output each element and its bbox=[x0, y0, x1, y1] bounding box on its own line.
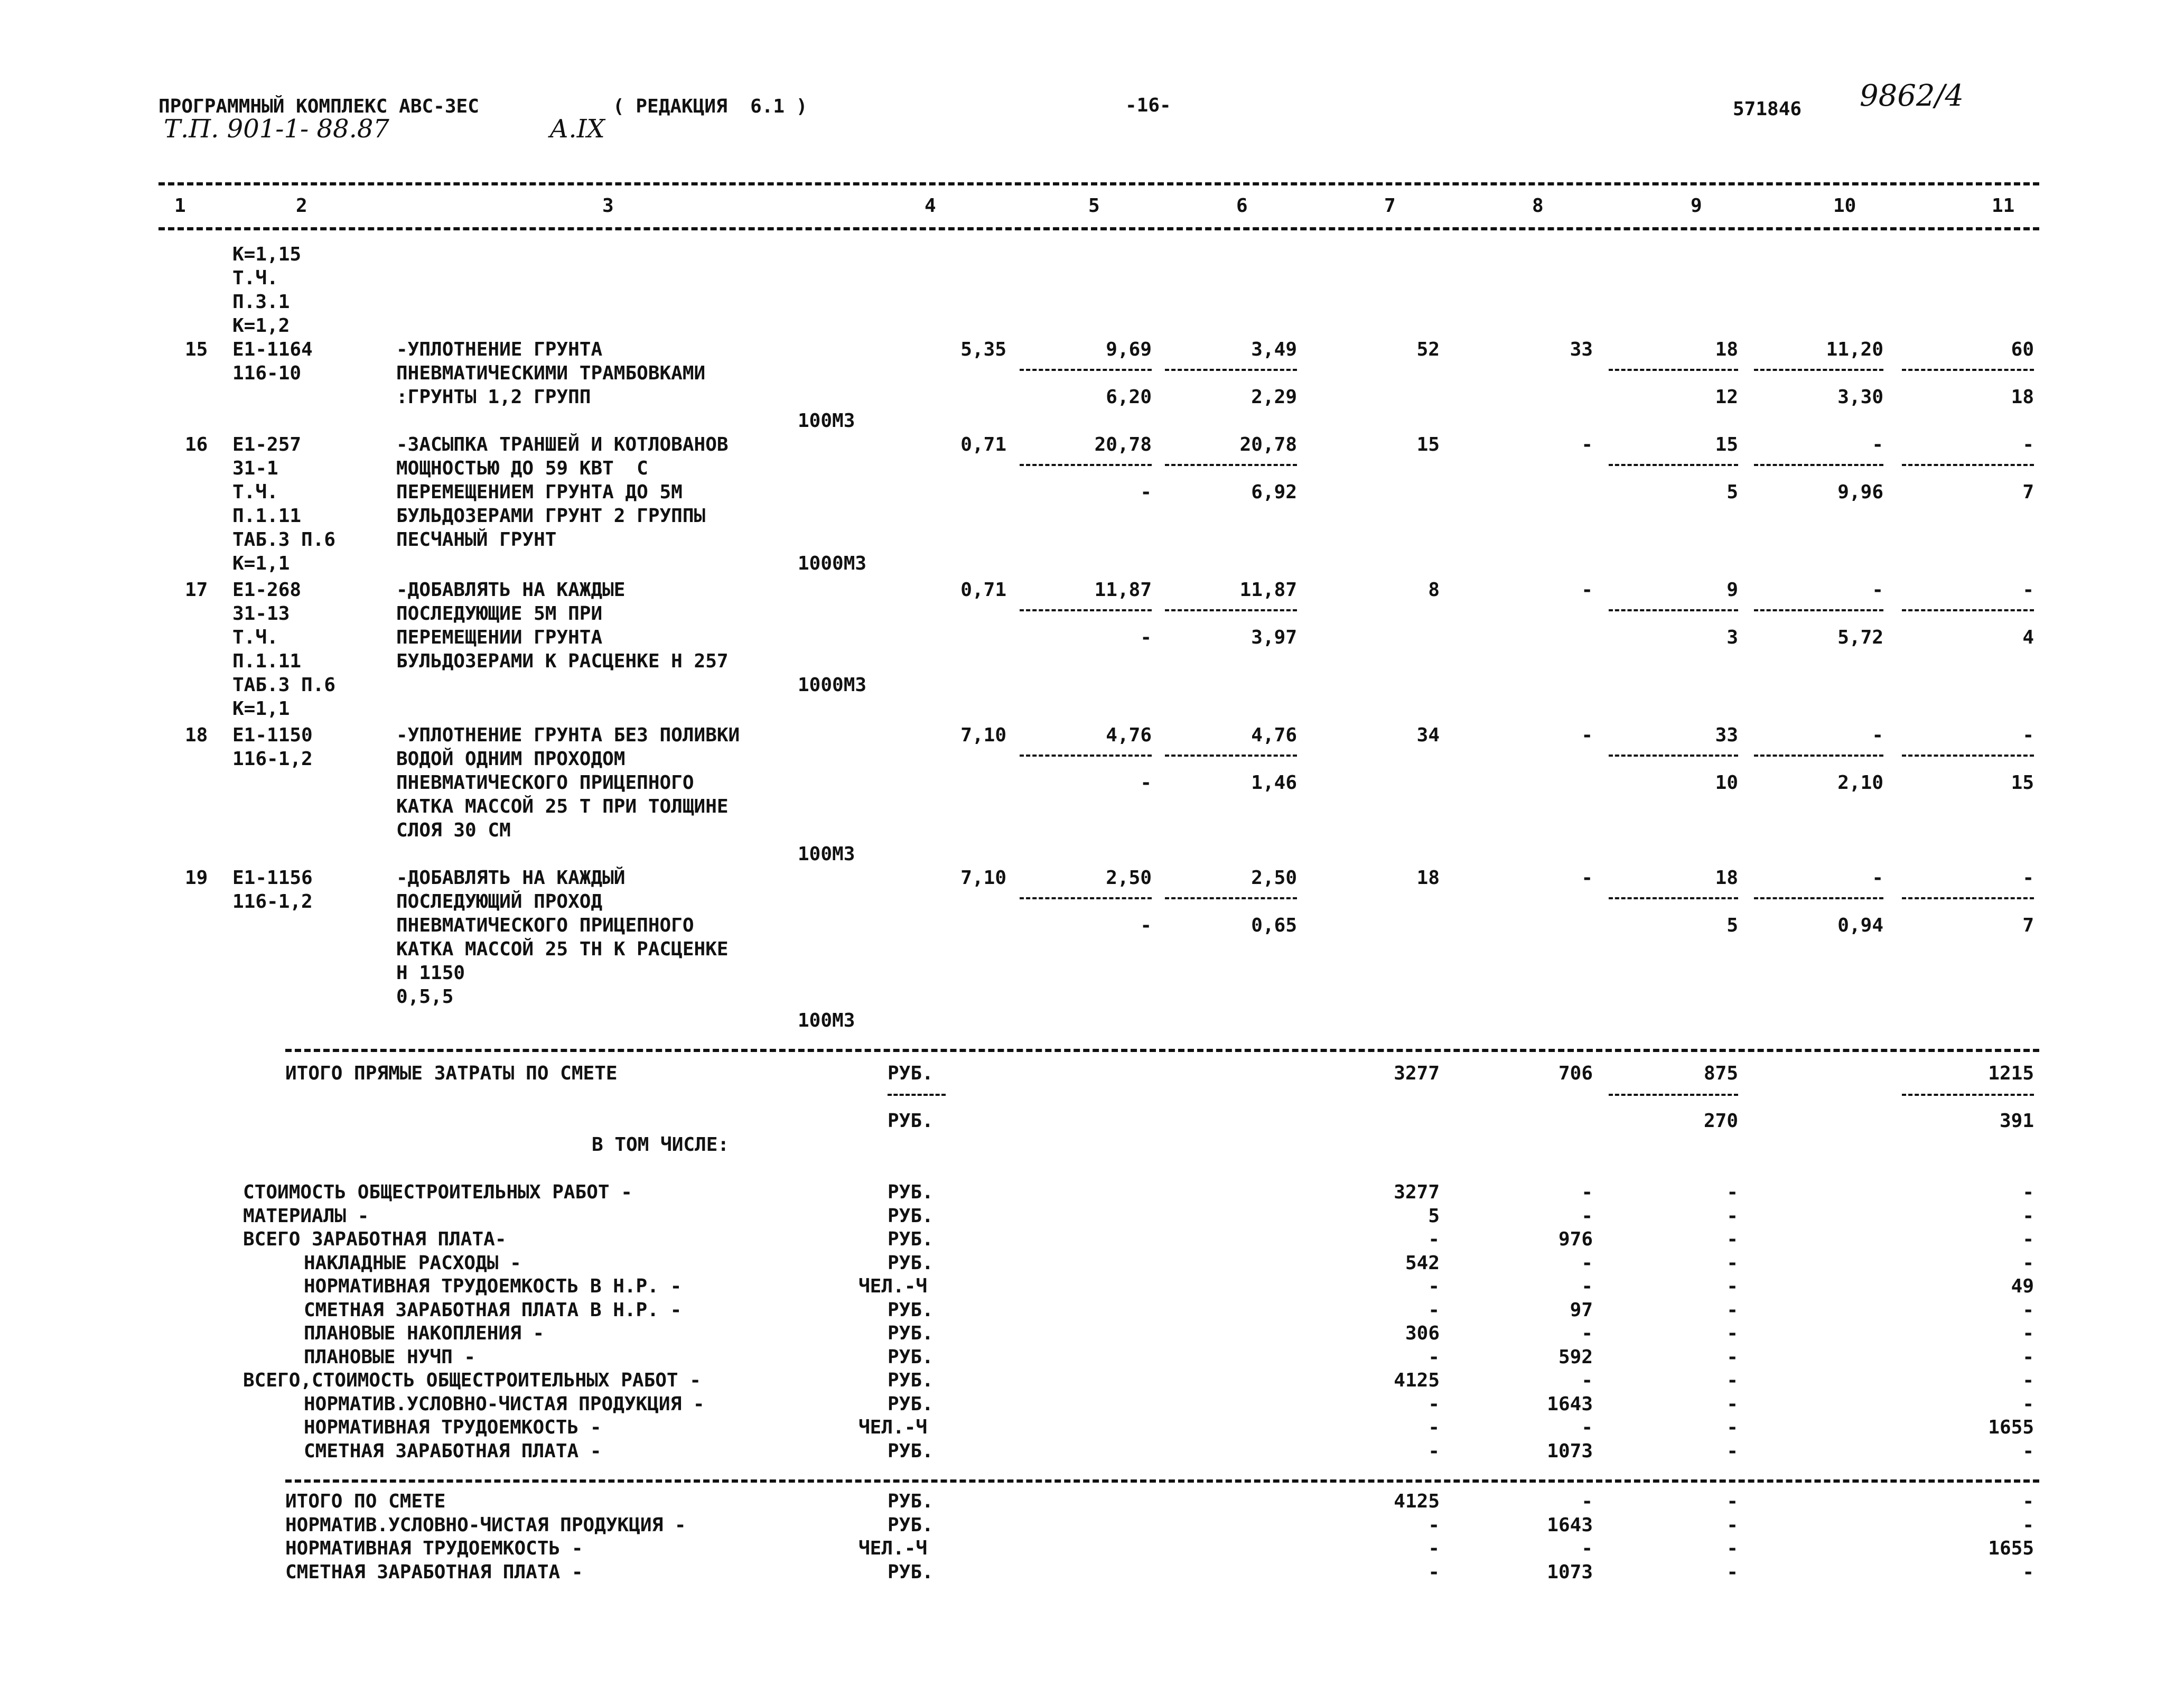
row-split-line bbox=[1609, 755, 1738, 757]
row-unit: 1000М3 bbox=[798, 674, 867, 696]
breakdown-label: МАТЕРИАЛЫ - bbox=[243, 1205, 369, 1227]
breakdown-label: НОРМАТИВНАЯ ТРУДОЕМКОСТЬ - bbox=[304, 1417, 602, 1438]
row-split-line bbox=[1165, 609, 1297, 611]
breakdown-unit: РУБ. bbox=[888, 1393, 934, 1415]
row-description: ПЕСЧАНЫЙ ГРУНТ bbox=[396, 529, 557, 551]
row-value-c11-lower: 7 bbox=[2022, 915, 2034, 936]
final-total-c9: - bbox=[1726, 1491, 1738, 1512]
final-total-c11: - bbox=[2022, 1491, 2034, 1512]
totals-rule-final bbox=[285, 1479, 2039, 1483]
breakdown-c9: - bbox=[1726, 1299, 1738, 1321]
breakdown-c9: - bbox=[1726, 1440, 1738, 1462]
breakdown-c11: 1655 bbox=[1988, 1417, 2034, 1438]
carryover-line: К=1,15 bbox=[232, 244, 302, 265]
row-split-line bbox=[1902, 609, 2034, 611]
row-value-c11: - bbox=[2022, 579, 2034, 601]
row-split-line bbox=[1754, 464, 1883, 466]
row-value-c5: 20,78 bbox=[1094, 434, 1152, 455]
final-total-c11: - bbox=[2022, 1514, 2034, 1536]
program-title: ПРОГРАММНЫЙ КОМПЛЕКС АВС-3ЕС bbox=[158, 96, 479, 117]
row-value-c5-lower: - bbox=[1140, 481, 1152, 503]
edition-label: ( РЕДАКЦИЯ 6.1 ) bbox=[613, 96, 808, 117]
row-split-line bbox=[1165, 369, 1297, 371]
column-header-1: 1 bbox=[174, 195, 186, 217]
row-value-c6: 3,49 bbox=[1251, 339, 1297, 360]
row-value-c5: 11,87 bbox=[1094, 579, 1152, 601]
carryover-line: К=1,2 bbox=[232, 315, 290, 337]
direct-costs-c9: 875 bbox=[1703, 1063, 1738, 1084]
row-value-c10-lower: 2,10 bbox=[1837, 772, 1883, 794]
breakdown-c7: - bbox=[1428, 1276, 1440, 1297]
row-value-c10: - bbox=[1872, 867, 1883, 889]
row-description: КАТКА МАССОЙ 25 Т ПРИ ТОЛЩИНЕ bbox=[396, 796, 729, 817]
row-value-c9-lower: 3 bbox=[1726, 627, 1738, 648]
breakdown-c11: - bbox=[2022, 1205, 2034, 1227]
row-code: Т.Ч. bbox=[232, 627, 278, 648]
breakdown-label: ВСЕГО,СТОИМОСТЬ ОБЩЕСТРОИТЕЛЬНЫХ РАБОТ - bbox=[243, 1370, 701, 1391]
breakdown-c8: - bbox=[1581, 1252, 1593, 1274]
row-split-line bbox=[1902, 369, 2034, 371]
row-value-c10-lower: 0,94 bbox=[1837, 915, 1883, 936]
row-value-c6: 4,76 bbox=[1251, 724, 1297, 746]
row-code: Е1-1156 bbox=[232, 867, 313, 889]
doc-number: 571846 bbox=[1733, 98, 1802, 120]
row-value-c6: 2,50 bbox=[1251, 867, 1297, 889]
row-value-c9-lower: 5 bbox=[1726, 481, 1738, 503]
totals-rule-top bbox=[285, 1049, 2039, 1052]
breakdown-c8: - bbox=[1581, 1370, 1593, 1391]
row-split-line bbox=[1165, 897, 1297, 899]
breakdown-unit: РУБ. bbox=[888, 1299, 934, 1321]
handwritten-ref: 9862/4 bbox=[1860, 79, 1964, 113]
row-value-c9-lower: 5 bbox=[1726, 915, 1738, 936]
breakdown-c9: - bbox=[1726, 1393, 1738, 1415]
row-value-c11: - bbox=[2022, 434, 2034, 455]
breakdown-c8: - bbox=[1581, 1323, 1593, 1344]
breakdown-c11: - bbox=[2022, 1346, 2034, 1368]
row-value-c9-lower: 12 bbox=[1715, 386, 1738, 408]
row-value-qty: 0,71 bbox=[960, 434, 1006, 455]
row-description: СЛОЯ 30 СМ bbox=[396, 820, 511, 841]
row-number: 19 bbox=[185, 867, 208, 889]
row-code: Е1-1150 bbox=[232, 724, 313, 746]
direct-costs-c7: 3277 bbox=[1394, 1063, 1440, 1084]
row-unit: 100М3 bbox=[798, 843, 855, 865]
row-value-c10: 11,20 bbox=[1826, 339, 1883, 360]
final-total-unit: ЧЕЛ.-Ч bbox=[858, 1538, 928, 1559]
row-split-line bbox=[1609, 897, 1738, 899]
breakdown-c7: - bbox=[1428, 1228, 1440, 1250]
breakdown-label: НАКЛАДНЫЕ РАСХОДЫ - bbox=[304, 1252, 521, 1274]
breakdown-c7: 4125 bbox=[1394, 1370, 1440, 1391]
row-value-c7: 15 bbox=[1416, 434, 1440, 455]
row-description: -ДОБАВЛЯТЬ НА КАЖДЫЙ bbox=[396, 867, 626, 889]
row-value-qty: 7,10 bbox=[960, 724, 1006, 746]
final-total-c8: 1073 bbox=[1547, 1561, 1593, 1583]
row-unit: 100М3 bbox=[798, 1010, 855, 1031]
row-description: :ГРУНТЫ 1,2 ГРУПП bbox=[396, 386, 591, 408]
row-code: Т.Ч. bbox=[232, 481, 278, 503]
row-code: ТАБ.3 П.6 bbox=[232, 674, 336, 696]
breakdown-c11: - bbox=[2022, 1228, 2034, 1250]
breakdown-c7: - bbox=[1428, 1417, 1440, 1438]
row-code: К=1,1 bbox=[232, 698, 290, 720]
row-value-c7: 34 bbox=[1416, 724, 1440, 746]
breakdown-c8: 97 bbox=[1570, 1299, 1593, 1321]
row-description: -ЗАСЫПКА ТРАНШЕЙ И КОТЛОВАНОВ bbox=[396, 434, 729, 455]
row-code: Е1-1164 bbox=[232, 339, 313, 360]
final-total-label: СМЕТНАЯ ЗАРАБОТНАЯ ПЛАТА - bbox=[285, 1561, 583, 1583]
row-value-c11-lower: 18 bbox=[2011, 386, 2034, 408]
row-code: 116-1,2 bbox=[232, 891, 313, 913]
final-total-c7: 4125 bbox=[1394, 1491, 1440, 1512]
row-description: ПНЕВМАТИЧЕСКОГО ПРИЦЕПНОГО bbox=[396, 772, 694, 794]
breakdown-c7: 306 bbox=[1405, 1323, 1440, 1344]
row-number: 18 bbox=[185, 724, 208, 746]
final-total-c7: - bbox=[1428, 1561, 1440, 1583]
breakdown-unit: ЧЕЛ.-Ч bbox=[858, 1417, 928, 1438]
direct-costs-c11-lower: 391 bbox=[1999, 1110, 2034, 1132]
breakdown-unit: РУБ. bbox=[888, 1228, 934, 1250]
row-value-c5: 9,69 bbox=[1106, 339, 1152, 360]
final-total-c8: 1643 bbox=[1547, 1514, 1593, 1536]
breakdown-c11: - bbox=[2022, 1252, 2034, 1274]
row-code: 31-1 bbox=[232, 458, 278, 479]
breakdown-c9: - bbox=[1726, 1181, 1738, 1203]
row-value-c6-lower: 0,65 bbox=[1251, 915, 1297, 936]
column-header-10: 10 bbox=[1833, 195, 1856, 217]
row-value-c7: 18 bbox=[1416, 867, 1440, 889]
column-header-3: 3 bbox=[602, 195, 614, 217]
direct-costs-split-line bbox=[1902, 1094, 2034, 1096]
row-description: ПНЕВМАТИЧЕСКИМИ ТРАМБОВКАМИ bbox=[396, 362, 706, 384]
row-description: МОЩНОСТЬЮ ДО 59 КВТ С bbox=[396, 458, 648, 479]
row-value-c8: - bbox=[1581, 579, 1593, 601]
final-total-c11: 1655 bbox=[1988, 1538, 2034, 1559]
row-split-line bbox=[1902, 755, 2034, 757]
row-value-c5-lower: - bbox=[1140, 627, 1152, 648]
breakdown-label: СМЕТНАЯ ЗАРАБОТНАЯ ПЛАТА В Н.Р. - bbox=[304, 1299, 682, 1321]
final-total-c7: - bbox=[1428, 1514, 1440, 1536]
row-value-qty: 7,10 bbox=[960, 867, 1006, 889]
row-description: -УПЛОТНЕНИЕ ГРУНТА БЕЗ ПОЛИВКИ bbox=[396, 724, 740, 746]
row-number: 17 bbox=[185, 579, 208, 601]
breakdown-c8: - bbox=[1581, 1417, 1593, 1438]
row-number: 15 bbox=[185, 339, 208, 360]
final-total-c11: - bbox=[2022, 1561, 2034, 1583]
row-description: Н 1150 bbox=[396, 962, 465, 984]
breakdown-label: НОРМАТИВНАЯ ТРУДОЕМКОСТЬ В Н.Р. - bbox=[304, 1276, 682, 1297]
breakdown-unit: РУБ. bbox=[888, 1370, 934, 1391]
row-value-c9: 18 bbox=[1715, 339, 1738, 360]
row-code: 116-1,2 bbox=[232, 748, 313, 770]
row-number: 16 bbox=[185, 434, 208, 455]
tp-label: Т.П. 901-1- 88.87 bbox=[164, 114, 389, 144]
breakdown-c11: - bbox=[2022, 1370, 2034, 1391]
carryover-line: Т.Ч. bbox=[232, 267, 278, 289]
breakdown-c11: - bbox=[2022, 1323, 2034, 1344]
breakdown-c9: - bbox=[1726, 1417, 1738, 1438]
final-total-c9: - bbox=[1726, 1514, 1738, 1536]
row-value-c11-lower: 15 bbox=[2011, 772, 2034, 794]
final-total-c8: - bbox=[1581, 1538, 1593, 1559]
row-split-line bbox=[1020, 464, 1152, 466]
row-value-c5: 4,76 bbox=[1106, 724, 1152, 746]
breakdown-c8: 592 bbox=[1558, 1346, 1593, 1368]
breakdown-label: ПЛАНОВЫЕ НАКОПЛЕНИЯ - bbox=[304, 1323, 545, 1344]
header-rule-top bbox=[158, 182, 2039, 185]
column-header-11: 11 bbox=[1992, 195, 2015, 217]
direct-costs-unit-lower: РУБ. bbox=[888, 1110, 934, 1132]
final-total-c9: - bbox=[1726, 1561, 1738, 1583]
carryover-line: П.3.1 bbox=[232, 291, 290, 313]
breakdown-c9: - bbox=[1726, 1205, 1738, 1227]
column-header-4: 4 bbox=[925, 195, 936, 217]
row-description: ПОСЛЕДУЮЩИЙ ПРОХОД bbox=[396, 891, 603, 913]
row-split-line bbox=[1754, 369, 1883, 371]
breakdown-c8: - bbox=[1581, 1181, 1593, 1203]
breakdown-c11: - bbox=[2022, 1299, 2034, 1321]
breakdown-unit: РУБ. bbox=[888, 1205, 934, 1227]
row-split-line bbox=[1609, 609, 1738, 611]
row-value-c6-lower: 1,46 bbox=[1251, 772, 1297, 794]
direct-costs-unit-line bbox=[888, 1094, 946, 1096]
breakdown-unit: РУБ. bbox=[888, 1440, 934, 1462]
row-description: ПНЕВМАТИЧЕСКОГО ПРИЦЕПНОГО bbox=[396, 915, 694, 936]
row-split-line bbox=[1754, 609, 1883, 611]
breakdown-c7: - bbox=[1428, 1440, 1440, 1462]
row-code: Е1-268 bbox=[232, 579, 302, 601]
row-value-c6: 20,78 bbox=[1239, 434, 1297, 455]
breakdown-c7: 542 bbox=[1405, 1252, 1440, 1274]
row-unit: 100М3 bbox=[798, 410, 855, 432]
row-code: 116-10 bbox=[232, 362, 302, 384]
final-total-unit: РУБ. bbox=[888, 1514, 934, 1536]
row-value-c10-lower: 3,30 bbox=[1837, 386, 1883, 408]
row-split-line bbox=[1754, 897, 1883, 899]
breakdown-c7: 3277 bbox=[1394, 1181, 1440, 1203]
breakdown-c7: - bbox=[1428, 1393, 1440, 1415]
row-description: ПЕРЕМЕЩЕНИИ ГРУНТА bbox=[396, 627, 603, 648]
row-split-line bbox=[1902, 897, 2034, 899]
row-code: 31-13 bbox=[232, 603, 290, 625]
row-description: КАТКА МАССОЙ 25 ТН К РАСЦЕНКЕ bbox=[396, 938, 729, 960]
row-value-c6-lower: 2,29 bbox=[1251, 386, 1297, 408]
row-description: ВОДОЙ ОДНИМ ПРОХОДОМ bbox=[396, 748, 626, 770]
page-number: -16- bbox=[1125, 95, 1171, 116]
breakdown-unit: РУБ. bbox=[888, 1346, 934, 1368]
row-description: ПЕРЕМЕЩЕНИЕМ ГРУНТА ДО 5М bbox=[396, 481, 683, 503]
row-value-c8: - bbox=[1581, 867, 1593, 889]
row-value-c10-lower: 9,96 bbox=[1837, 481, 1883, 503]
row-value-c8: - bbox=[1581, 434, 1593, 455]
final-total-c7: - bbox=[1428, 1538, 1440, 1559]
column-header-2: 2 bbox=[296, 195, 307, 217]
breakdown-unit: РУБ. bbox=[888, 1252, 934, 1274]
row-value-c9-lower: 10 bbox=[1715, 772, 1738, 794]
row-code: Е1-257 bbox=[232, 434, 302, 455]
row-value-c11: - bbox=[2022, 724, 2034, 746]
album-label: А.IX bbox=[549, 114, 605, 144]
row-value-c8: 33 bbox=[1570, 339, 1593, 360]
row-description: -УПЛОТНЕНИЕ ГРУНТА bbox=[396, 339, 603, 360]
row-value-qty: 0,71 bbox=[960, 579, 1006, 601]
row-unit: 1000М3 bbox=[798, 553, 867, 574]
row-value-c5-lower: - bbox=[1140, 772, 1152, 794]
row-value-c11-lower: 4 bbox=[2022, 627, 2034, 648]
row-value-c9: 18 bbox=[1715, 867, 1738, 889]
final-total-label: НОРМАТИВ.УСЛОВНО-ЧИСТАЯ ПРОДУКЦИЯ - bbox=[285, 1514, 686, 1536]
column-header-7: 7 bbox=[1384, 195, 1396, 217]
row-value-c7: 8 bbox=[1428, 579, 1440, 601]
row-value-c5: 2,50 bbox=[1106, 867, 1152, 889]
row-value-qty: 5,35 bbox=[960, 339, 1006, 360]
row-code: ТАБ.3 П.6 bbox=[232, 529, 336, 551]
breakdown-label: НОРМАТИВ.УСЛОВНО-ЧИСТАЯ ПРОДУКЦИЯ - bbox=[304, 1393, 705, 1415]
row-split-line bbox=[1754, 755, 1883, 757]
breakdown-unit: ЧЕЛ.-Ч bbox=[858, 1276, 928, 1297]
row-code: К=1,1 bbox=[232, 553, 290, 574]
row-split-line bbox=[1020, 369, 1152, 371]
row-description: 0,5,5 bbox=[396, 986, 454, 1008]
direct-costs-label: ИТОГО ПРЯМЫЕ ЗАТРАТЫ ПО СМЕТЕ bbox=[285, 1063, 618, 1084]
final-total-unit: РУБ. bbox=[888, 1491, 934, 1512]
row-split-line bbox=[1020, 609, 1152, 611]
direct-costs-unit: РУБ. bbox=[888, 1063, 934, 1084]
breakdown-c9: - bbox=[1726, 1276, 1738, 1297]
breakdown-label: СМЕТНАЯ ЗАРАБОТНАЯ ПЛАТА - bbox=[304, 1440, 602, 1462]
row-value-c6-lower: 3,97 bbox=[1251, 627, 1297, 648]
breakdown-c8: 1643 bbox=[1547, 1393, 1593, 1415]
row-value-c9: 15 bbox=[1715, 434, 1738, 455]
breakdown-c7: - bbox=[1428, 1346, 1440, 1368]
breakdown-c11: 49 bbox=[2011, 1276, 2034, 1297]
including-label: В ТОМ ЧИСЛЕ: bbox=[592, 1134, 730, 1156]
row-split-line bbox=[1609, 369, 1738, 371]
column-header-8: 8 bbox=[1532, 195, 1544, 217]
row-value-c10-lower: 5,72 bbox=[1837, 627, 1883, 648]
final-total-c9: - bbox=[1726, 1538, 1738, 1559]
breakdown-unit: РУБ. bbox=[888, 1323, 934, 1344]
row-value-c6-lower: 6,92 bbox=[1251, 481, 1297, 503]
row-description: ПОСЛЕДУЮЩИЕ 5М ПРИ bbox=[396, 603, 603, 625]
row-split-line bbox=[1165, 755, 1297, 757]
final-total-unit: РУБ. bbox=[888, 1561, 934, 1583]
breakdown-c8: - bbox=[1581, 1205, 1593, 1227]
row-description: БУЛЬДОЗЕРАМИ К РАСЦЕНКЕ Н 257 bbox=[396, 650, 729, 672]
breakdown-c9: - bbox=[1726, 1228, 1738, 1250]
row-code: П.1.11 bbox=[232, 650, 302, 672]
breakdown-c9: - bbox=[1726, 1346, 1738, 1368]
breakdown-c8: - bbox=[1581, 1276, 1593, 1297]
row-split-line bbox=[1902, 464, 2034, 466]
breakdown-c9: - bbox=[1726, 1370, 1738, 1391]
row-value-c11: - bbox=[2022, 867, 2034, 889]
direct-costs-split-line bbox=[1609, 1094, 1738, 1096]
row-value-c11: 60 bbox=[2011, 339, 2034, 360]
breakdown-c8: 976 bbox=[1558, 1228, 1593, 1250]
column-header-6: 6 bbox=[1236, 195, 1248, 217]
direct-costs-c8: 706 bbox=[1558, 1063, 1593, 1084]
row-split-line bbox=[1609, 464, 1738, 466]
breakdown-c7: 5 bbox=[1428, 1205, 1440, 1227]
row-value-c9: 9 bbox=[1726, 579, 1738, 601]
breakdown-c11: - bbox=[2022, 1181, 2034, 1203]
row-value-c10: - bbox=[1872, 724, 1883, 746]
breakdown-c11: - bbox=[2022, 1393, 2034, 1415]
row-value-c5-lower: 6,20 bbox=[1106, 386, 1152, 408]
breakdown-c8: 1073 bbox=[1547, 1440, 1593, 1462]
row-value-c10: - bbox=[1872, 579, 1883, 601]
row-description: БУЛЬДОЗЕРАМИ ГРУНТ 2 ГРУППЫ bbox=[396, 505, 706, 527]
row-value-c6: 11,87 bbox=[1239, 579, 1297, 601]
direct-costs-c11: 1215 bbox=[1988, 1063, 2034, 1084]
column-header-5: 5 bbox=[1088, 195, 1100, 217]
breakdown-c9: - bbox=[1726, 1323, 1738, 1344]
final-total-c8: - bbox=[1581, 1491, 1593, 1512]
header-rule-bottom bbox=[158, 227, 2039, 230]
breakdown-label: СТОИМОСТЬ ОБЩЕСТРОИТЕЛЬНЫХ РАБОТ - bbox=[243, 1181, 632, 1203]
row-value-c11-lower: 7 bbox=[2022, 481, 2034, 503]
row-split-line bbox=[1020, 755, 1152, 757]
row-value-c10: - bbox=[1872, 434, 1883, 455]
breakdown-unit: РУБ. bbox=[888, 1181, 934, 1203]
final-total-label: ИТОГО ПО СМЕТЕ bbox=[285, 1491, 446, 1512]
row-value-c9: 33 bbox=[1715, 724, 1738, 746]
direct-costs-c9-lower: 270 bbox=[1703, 1110, 1738, 1132]
row-description: -ДОБАВЛЯТЬ НА КАЖДЫЕ bbox=[396, 579, 626, 601]
breakdown-label: ПЛАНОВЫЕ НУЧП - bbox=[304, 1346, 476, 1368]
row-value-c7: 52 bbox=[1416, 339, 1440, 360]
breakdown-c7: - bbox=[1428, 1299, 1440, 1321]
breakdown-label: ВСЕГО ЗАРАБОТНАЯ ПЛАТА- bbox=[243, 1228, 507, 1250]
row-value-c8: - bbox=[1581, 724, 1593, 746]
breakdown-c9: - bbox=[1726, 1252, 1738, 1274]
column-header-9: 9 bbox=[1691, 195, 1702, 217]
row-split-line bbox=[1020, 897, 1152, 899]
row-code: П.1.11 bbox=[232, 505, 302, 527]
row-value-c5-lower: - bbox=[1140, 915, 1152, 936]
final-total-label: НОРМАТИВНАЯ ТРУДОЕМКОСТЬ - bbox=[285, 1538, 583, 1559]
breakdown-c11: - bbox=[2022, 1440, 2034, 1462]
row-split-line bbox=[1165, 464, 1297, 466]
